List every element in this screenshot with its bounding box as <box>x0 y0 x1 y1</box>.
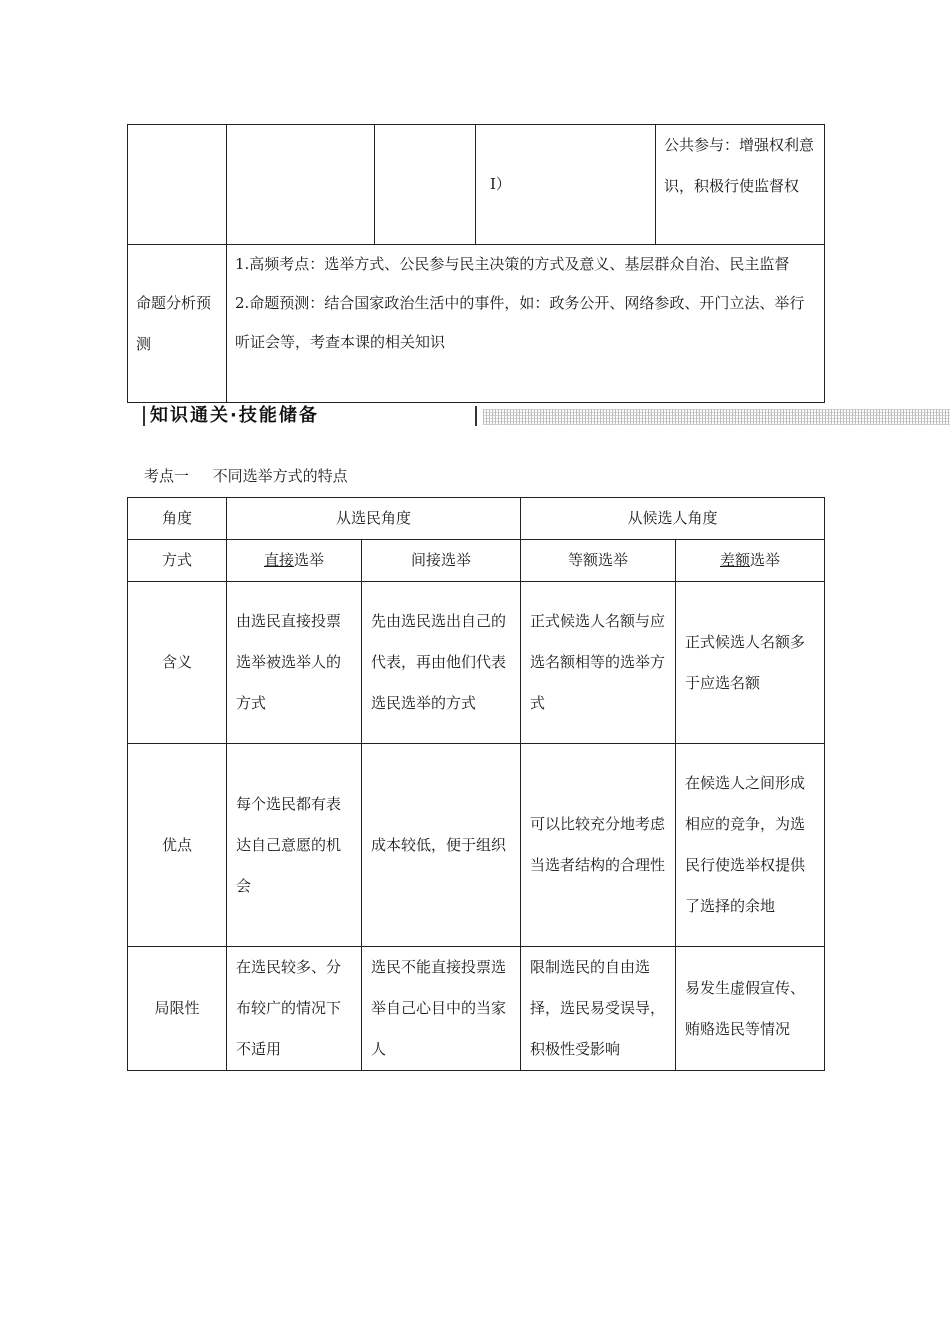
cell-meaning-competitive: 正式候选人名额多于应选名额 <box>676 582 825 744</box>
table-header-row-1 <box>128 498 825 540</box>
banner-title: 知识通关·技能储备 <box>150 405 319 426</box>
kaodian-title: 不同选举方式的特点 <box>212 467 348 485</box>
table-header-row-2 <box>128 540 825 582</box>
header-candidate-angle: 从候选人角度 <box>521 498 825 540</box>
header-direct-election <box>227 540 362 582</box>
direct-rest: 选举 <box>294 551 325 569</box>
cell-advantage-competitive: 在候选人之间形成相应的竞争，为选民行使选举权提供了选择的余地 <box>676 744 825 947</box>
top-table <box>127 124 825 403</box>
cell-limitation-competitive: 易发生虚假宣传、贿赂选民等情况 <box>676 947 825 1071</box>
top-table-row-2 <box>128 245 825 403</box>
top-cell-1-1 <box>128 125 227 245</box>
header-competitive-election <box>676 540 825 582</box>
cell-advantage-indirect: 成本较低，便于组织 <box>362 744 521 947</box>
prediction-label: 命题分析预测 <box>128 245 227 403</box>
cell-limitation-direct: 在选民较多、分布较广的情况下不适用 <box>227 947 362 1071</box>
header-equal-election: 等额选举 <box>521 540 676 582</box>
banner-right-bar <box>475 406 477 426</box>
prediction-item-1: 1.高频考点：选举方式、公民参与民主决策的方式及意义、基层群众自治、民主监督 <box>235 255 790 273</box>
election-methods-table <box>127 497 825 1071</box>
header-voter-angle: 从选民角度 <box>227 498 521 540</box>
header-angle: 角度 <box>128 498 227 540</box>
banner-hatch-pattern <box>483 409 950 425</box>
cell-meaning-equal: 正式候选人名额与应选名额相等的选举方式 <box>521 582 676 744</box>
top-cell-1-4: Ⅰ） <box>476 125 656 245</box>
row-label-meaning: 含义 <box>128 582 227 744</box>
top-cell-1-3 <box>375 125 476 245</box>
header-method: 方式 <box>128 540 227 582</box>
cell-advantage-direct: 每个选民都有表达自己意愿的机会 <box>227 744 362 947</box>
direct-underlined: 直接 <box>263 551 294 569</box>
row-label-limitation: 局限性 <box>128 947 227 1071</box>
competitive-rest: 选举 <box>750 551 781 569</box>
row-label-advantage: 优点 <box>128 744 227 947</box>
banner-left-bar <box>143 406 145 426</box>
table-row <box>128 744 825 947</box>
top-cell-1-5: 公共参与：增强权利意识，积极行使监督权 <box>656 125 825 245</box>
header-indirect-election: 间接选举 <box>362 540 521 582</box>
table-row <box>128 947 825 1071</box>
cell-meaning-direct: 由选民直接投票选举被选举人的方式 <box>227 582 362 744</box>
kaodian-label: 考点一 <box>144 467 190 485</box>
cell-meaning-indirect: 先由选民选出自己的代表，再由他们代表选民选举的方式 <box>362 582 521 744</box>
top-cell-1-2 <box>227 125 375 245</box>
cell-advantage-equal: 可以比较充分地考虑当选者结构的合理性 <box>521 744 676 947</box>
section-banner <box>143 404 824 428</box>
prediction-item-2: 2.命题预测：结合国家政治生活中的事件，如：政务公开、网络参政、开门立法、举行听证会等，考查本课的相关知识 <box>235 294 805 351</box>
top-table-row-1 <box>128 125 825 245</box>
kaodian-heading <box>144 461 348 491</box>
cell-limitation-indirect: 选民不能直接投票选举自己心目中的当家人 <box>362 947 521 1071</box>
competitive-underlined: 差额 <box>720 551 751 569</box>
cell-limitation-equal: 限制选民的自由选择，选民易受误导，积极性受影响 <box>521 947 676 1071</box>
table-row <box>128 582 825 744</box>
prediction-content <box>227 245 825 403</box>
